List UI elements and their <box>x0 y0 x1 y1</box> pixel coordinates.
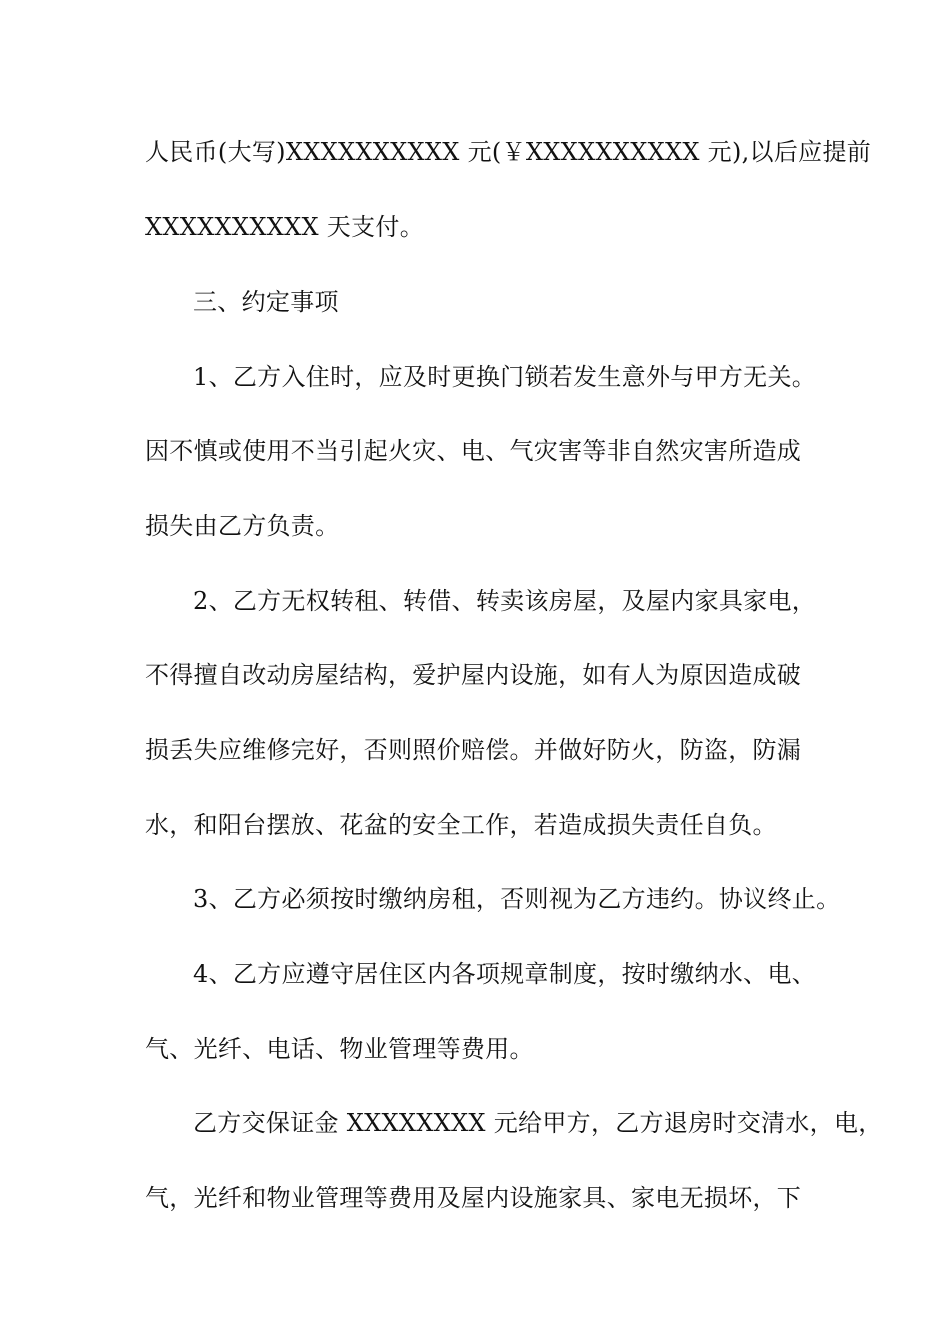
clause-4-line-1: 4、乙方应遵守居住区内各项规章制度，按时缴纳水、电、 <box>193 960 817 988</box>
deposit-line-2: 气，光纤和物业管理等费用及屋内设施家具、家电无损坏，下 <box>145 1184 802 1212</box>
text-line-2: XXXXXXXXXX 天支付。 <box>145 213 424 241</box>
clause-2-line-1: 2、乙方无权转租、转借、转卖该房屋，及屋内家具家电， <box>193 587 817 615</box>
clause-3-line-1: 3、乙方必须按时缴纳房租，否则视为乙方违约。协议终止。 <box>193 885 841 913</box>
clause-2-line-2: 不得擅自改动房屋结构，爱护屋内设施，如有人为原因造成破 <box>145 661 802 689</box>
clause-4-line-2: 气、光纤、电话、物业管理等费用。 <box>145 1035 534 1063</box>
clause-1-line-2: 因不慎或使用不当引起火灾、电、气灾害等非自然灾害所造成 <box>145 437 802 465</box>
clause-1-line-1: 1、乙方入住时，应及时更换门锁若发生意外与甲方无关。 <box>193 363 817 391</box>
text-line-1: 人民币(大写)XXXXXXXXXX 元(￥XXXXXXXXXX 元),以后应提前 <box>145 138 872 166</box>
section-heading-3: 三、约定事项 <box>193 288 339 316</box>
clause-1-line-3: 损失由乙方负责。 <box>145 512 340 540</box>
clause-2-line-4: 水，和阳台摆放、花盆的安全工作，若造成损失责任自负。 <box>145 811 777 839</box>
clause-2-line-3: 损丢失应维修完好，否则照价赔偿。并做好防火，防盗，防漏 <box>145 736 802 764</box>
deposit-line-1: 乙方交保证金 XXXXXXXX 元给甲方，乙方退房时交清水，电， <box>193 1109 883 1137</box>
